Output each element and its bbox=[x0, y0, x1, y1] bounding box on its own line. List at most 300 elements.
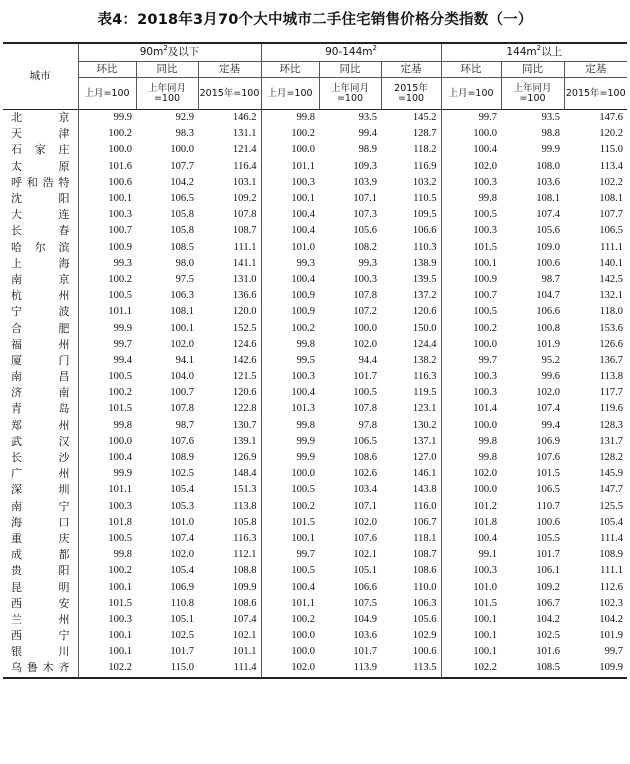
table-cell: 101.7 bbox=[536, 549, 561, 561]
table-cell: 103.4 bbox=[353, 484, 377, 496]
city-name: 石家庄 bbox=[3, 142, 78, 158]
city-name: 太原 bbox=[3, 159, 78, 175]
table-cell: 97.5 bbox=[175, 273, 194, 285]
table-cell: 101.8 bbox=[108, 516, 132, 528]
table-cell: 107.7 bbox=[170, 160, 194, 172]
table-row bbox=[3, 207, 627, 223]
table-cell: 130.7 bbox=[198, 418, 261, 434]
city-name: 乌鲁木齐 bbox=[3, 660, 78, 677]
table-cell: 102.0 bbox=[473, 160, 498, 172]
table-cell: 105.4 bbox=[170, 565, 194, 577]
city-name: 海口 bbox=[3, 515, 78, 531]
table-cell: 107.4 bbox=[536, 403, 561, 415]
base-label-prev-year: 上年同月=100 bbox=[501, 78, 564, 110]
table-cell: 100.6 bbox=[536, 516, 561, 528]
table-row bbox=[3, 547, 627, 563]
table-cell: 101.1 bbox=[108, 484, 132, 496]
table-cell: 111.4 bbox=[198, 660, 261, 677]
base-label-2015: 2015年=100 bbox=[381, 78, 441, 110]
table-row bbox=[3, 612, 627, 628]
table-cell: 147.6 bbox=[599, 112, 624, 124]
table-cell: 101.5 bbox=[108, 403, 132, 415]
table-cell: 99.9 bbox=[296, 452, 315, 464]
table-cell: 153.6 bbox=[599, 322, 624, 334]
table-cell: 103.6 bbox=[536, 176, 561, 188]
table-cell: 107.2 bbox=[353, 306, 377, 318]
table-row bbox=[3, 369, 627, 385]
table-cell: 100.7 bbox=[170, 387, 194, 399]
table-cell: 99.9 bbox=[113, 468, 132, 480]
table-row bbox=[3, 401, 627, 417]
subheader-mom: 环比 bbox=[261, 62, 319, 78]
table-cell: 100.9 bbox=[108, 241, 132, 253]
table-row bbox=[3, 450, 627, 466]
table-cell: 107.8 bbox=[353, 403, 377, 415]
table-cell: 100.4 bbox=[473, 532, 498, 544]
table-cell: 139.5 bbox=[381, 272, 441, 288]
table-row bbox=[3, 126, 627, 142]
table-cell: 105.4 bbox=[170, 484, 194, 496]
table-cell: 101.4 bbox=[473, 403, 498, 415]
table-cell: 105.3 bbox=[170, 500, 194, 512]
table-cell: 100.4 bbox=[291, 581, 315, 593]
table-cell: 104.2 bbox=[170, 176, 194, 188]
price-index-table bbox=[3, 42, 627, 679]
table-cell: 105.8 bbox=[198, 515, 261, 531]
table-cell: 120.0 bbox=[198, 304, 261, 320]
city-name: 南昌 bbox=[3, 369, 78, 385]
city-name: 上海 bbox=[3, 256, 78, 272]
table-cell: 100.9 bbox=[473, 273, 498, 285]
table-cell: 108.7 bbox=[381, 547, 441, 563]
table-cell: 127.0 bbox=[381, 450, 441, 466]
table-cell: 117.7 bbox=[599, 387, 624, 399]
table-row bbox=[3, 466, 627, 482]
table-cell: 100.3 bbox=[108, 613, 132, 625]
table-cell: 99.7 bbox=[478, 354, 498, 366]
table-cell: 99.8 bbox=[113, 419, 132, 431]
table-cell: 120.6 bbox=[381, 304, 441, 320]
table-body bbox=[3, 110, 627, 678]
column-header-city: 城市 bbox=[3, 43, 78, 110]
table-cell: 146.1 bbox=[381, 466, 441, 482]
table-row bbox=[3, 596, 627, 612]
table-row bbox=[3, 337, 627, 353]
table-cell: 100.8 bbox=[536, 322, 561, 334]
table-cell: 102.2 bbox=[441, 660, 501, 677]
table-row bbox=[3, 385, 627, 401]
table-row bbox=[3, 515, 627, 531]
city-name: 西安 bbox=[3, 596, 78, 612]
table-cell: 138.2 bbox=[381, 353, 441, 369]
table-row bbox=[3, 418, 627, 434]
base-label-prev-month: 上月=100 bbox=[441, 78, 501, 110]
table-cell: 100.2 bbox=[108, 128, 132, 140]
base-label-prev-month: 上月=100 bbox=[78, 78, 136, 110]
table-cell: 102.0 bbox=[353, 338, 377, 350]
table-cell: 107.3 bbox=[353, 209, 377, 221]
table-cell: 98.7 bbox=[175, 419, 194, 431]
subheader-yoy: 同比 bbox=[136, 62, 198, 78]
city-name: 贵阳 bbox=[3, 563, 78, 579]
table-cell: 98.3 bbox=[175, 128, 194, 140]
table-cell: 148.4 bbox=[198, 466, 261, 482]
table-cell: 108.1 bbox=[536, 193, 561, 205]
table-cell: 105.1 bbox=[353, 565, 377, 577]
table-cell: 100.0 bbox=[473, 338, 498, 350]
table-cell: 100.4 bbox=[473, 144, 498, 156]
table-row bbox=[3, 499, 627, 515]
base-label-2015: 2015年=100 bbox=[198, 78, 261, 110]
table-cell: 100.0 bbox=[473, 128, 498, 140]
table-row bbox=[3, 191, 627, 207]
table-cell: 106.3 bbox=[381, 596, 441, 612]
table-cell: 143.8 bbox=[381, 482, 441, 498]
table-cell: 100.3 bbox=[473, 371, 498, 383]
table-cell: 145.9 bbox=[599, 468, 624, 480]
group-header-above-144: $144m^2$以上 bbox=[441, 43, 627, 62]
table-cell: 110.7 bbox=[536, 500, 561, 512]
city-name: 南京 bbox=[3, 272, 78, 288]
table-cell: 101.1 bbox=[198, 644, 261, 660]
table-cell: 119.5 bbox=[381, 385, 441, 401]
group-header-below-90: $90m^2$及以下 bbox=[78, 43, 261, 62]
table-cell: 100.3 bbox=[473, 176, 498, 188]
city-name: 沈阳 bbox=[3, 191, 78, 207]
table-cell: 102.3 bbox=[599, 597, 624, 609]
table-cell: 100.1 bbox=[473, 646, 498, 658]
table-cell: 131.1 bbox=[198, 126, 261, 142]
table-cell: 150.0 bbox=[381, 320, 441, 336]
table-cell: 101.1 bbox=[291, 160, 315, 172]
table-cell: 101.7 bbox=[170, 646, 194, 658]
table-cell: 109.2 bbox=[198, 191, 261, 207]
table-cell: 100.4 bbox=[108, 452, 132, 464]
table-cell: 100.5 bbox=[291, 565, 315, 577]
table-cell: 106.3 bbox=[170, 290, 194, 302]
table-cell: 113.8 bbox=[198, 499, 261, 515]
table-cell: 99.6 bbox=[541, 371, 561, 383]
table-row bbox=[3, 579, 627, 595]
table-cell: 101.1 bbox=[291, 597, 315, 609]
table-cell: 100.3 bbox=[353, 273, 377, 285]
table-cell: 118.2 bbox=[381, 142, 441, 158]
table-row bbox=[3, 434, 627, 450]
table-cell: 105.8 bbox=[170, 209, 194, 221]
table-cell: 101.5 bbox=[108, 597, 132, 609]
table-cell: 107.8 bbox=[353, 290, 377, 302]
city-name: 济南 bbox=[3, 385, 78, 401]
table-cell: 98.0 bbox=[175, 257, 194, 269]
table-cell: 100.9 bbox=[291, 306, 315, 318]
table-cell: 107.8 bbox=[198, 207, 261, 223]
table-cell: 100.7 bbox=[473, 290, 498, 302]
city-name: 北京 bbox=[3, 110, 78, 127]
table-cell: 142.5 bbox=[599, 273, 624, 285]
table-row bbox=[3, 223, 627, 239]
table-cell: 101.9 bbox=[599, 630, 624, 642]
table-cell: 110.8 bbox=[170, 597, 194, 609]
table-cell: 106.5 bbox=[599, 225, 624, 237]
table-cell: 99.3 bbox=[358, 257, 377, 269]
subheader-yoy: 同比 bbox=[501, 62, 564, 78]
table-cell: 99.4 bbox=[358, 128, 377, 140]
table-cell: 100.1 bbox=[170, 322, 194, 334]
table-cell: 100.2 bbox=[291, 322, 315, 334]
table-cell: 100.1 bbox=[291, 193, 315, 205]
table-cell: 100.0 bbox=[473, 419, 498, 431]
table-cell: 108.6 bbox=[198, 596, 261, 612]
table-cell: 100.0 bbox=[291, 468, 315, 480]
table-cell: 111.1 bbox=[600, 241, 624, 253]
table-cell: 106.9 bbox=[536, 435, 561, 447]
table-cell: 151.3 bbox=[198, 482, 261, 498]
table-row bbox=[3, 304, 627, 320]
table-cell: 109.0 bbox=[536, 241, 561, 253]
table-cell: 99.8 bbox=[478, 452, 498, 464]
table-cell: 119.6 bbox=[599, 403, 624, 415]
table-cell: 101.6 bbox=[536, 646, 561, 658]
table-cell: 100.3 bbox=[473, 225, 498, 237]
table-cell: 102.0 bbox=[170, 549, 194, 561]
table-cell: 100.5 bbox=[108, 532, 132, 544]
table-row bbox=[3, 240, 627, 256]
table-cell: 100.1 bbox=[108, 581, 132, 593]
table-cell: 116.0 bbox=[381, 499, 441, 515]
table-cell: 104.0 bbox=[170, 371, 194, 383]
table-cell: 100.2 bbox=[291, 128, 315, 140]
table-cell: 99.8 bbox=[478, 193, 498, 205]
table-cell: 100.6 bbox=[381, 644, 441, 660]
table-cell: 125.5 bbox=[599, 500, 624, 512]
city-name: 天津 bbox=[3, 126, 78, 142]
table-cell: 109.9 bbox=[198, 579, 261, 595]
table-cell: 102.0 bbox=[536, 387, 561, 399]
table-cell: 101.0 bbox=[170, 516, 194, 528]
table-cell: 100.6 bbox=[536, 257, 561, 269]
table-row bbox=[3, 288, 627, 304]
subheader-fixed-base: 定基 bbox=[381, 62, 441, 78]
table-cell: 137.2 bbox=[381, 288, 441, 304]
table-cell: 102.1 bbox=[198, 628, 261, 644]
table-cell: 128.3 bbox=[599, 419, 624, 431]
table-cell: 102.5 bbox=[536, 630, 561, 642]
table-cell: 131.0 bbox=[198, 272, 261, 288]
table-cell: 100.3 bbox=[473, 387, 498, 399]
table-row bbox=[3, 272, 627, 288]
table-cell: 122.8 bbox=[198, 401, 261, 417]
group-header-90-144: $90-144m^2$ bbox=[261, 43, 441, 62]
city-name: 长春 bbox=[3, 223, 78, 239]
table-row bbox=[3, 353, 627, 369]
table-cell: 101.6 bbox=[108, 160, 132, 172]
table-cell: 99.8 bbox=[296, 112, 315, 124]
table-cell: 101.1 bbox=[108, 306, 132, 318]
table-row bbox=[3, 320, 627, 336]
table-cell: 100.0 bbox=[108, 435, 132, 447]
table-cell: 95.2 bbox=[541, 354, 561, 366]
table-cell: 152.5 bbox=[198, 320, 261, 336]
table-row bbox=[3, 175, 627, 191]
table-cell: 126.9 bbox=[198, 450, 261, 466]
table-cell: 100.0 bbox=[291, 630, 315, 642]
table-cell: 100.5 bbox=[108, 371, 132, 383]
table-cell: 124.4 bbox=[381, 337, 441, 353]
city-name: 成都 bbox=[3, 547, 78, 563]
table-cell: 92.9 bbox=[175, 112, 194, 124]
city-name: 长沙 bbox=[3, 450, 78, 466]
table-cell: 111.1 bbox=[198, 240, 261, 256]
table-cell: 101.0 bbox=[473, 581, 498, 593]
table-cell: 100.4 bbox=[291, 387, 315, 399]
table-cell: 98.7 bbox=[541, 273, 561, 285]
table-cell: 116.3 bbox=[198, 531, 261, 547]
table-row bbox=[3, 256, 627, 272]
table-cell: 107.8 bbox=[170, 403, 194, 415]
table-cell: 137.1 bbox=[381, 434, 441, 450]
table-cell: 99.9 bbox=[113, 322, 132, 334]
table-cell: 113.5 bbox=[381, 660, 441, 677]
table-cell: 101.2 bbox=[473, 500, 498, 512]
table-cell: 100.4 bbox=[291, 225, 315, 237]
table-cell: 112.1 bbox=[198, 547, 261, 563]
table-cell: 105.1 bbox=[170, 613, 194, 625]
city-name: 青岛 bbox=[3, 401, 78, 417]
table-cell: 106.5 bbox=[353, 435, 377, 447]
table-cell: 121.5 bbox=[198, 369, 261, 385]
city-name: 重庆 bbox=[3, 531, 78, 547]
table-cell: 105.4 bbox=[599, 516, 624, 528]
table-cell: 121.4 bbox=[198, 142, 261, 158]
table-cell: 108.9 bbox=[599, 549, 624, 561]
table-cell: 128.7 bbox=[381, 126, 441, 142]
table-cell: 99.9 bbox=[113, 112, 132, 124]
table-cell: 94.1 bbox=[175, 354, 194, 366]
city-name: 西宁 bbox=[3, 628, 78, 644]
table-cell: 111.4 bbox=[600, 532, 624, 544]
table-cell: 100.0 bbox=[473, 484, 498, 496]
city-name: 武汉 bbox=[3, 434, 78, 450]
table-cell: 103.1 bbox=[198, 175, 261, 191]
table-cell: 100.3 bbox=[291, 371, 315, 383]
table-cell: 106.5 bbox=[170, 193, 194, 205]
table-cell: 100.3 bbox=[108, 500, 132, 512]
table-cell: 100.3 bbox=[473, 565, 498, 577]
table-cell: 100.2 bbox=[108, 273, 132, 285]
table-cell: 102.9 bbox=[381, 628, 441, 644]
table-cell: 131.7 bbox=[599, 435, 624, 447]
table-cell: 112.6 bbox=[599, 581, 624, 593]
table-cell: 108.5 bbox=[501, 660, 564, 677]
table-cell: 100.5 bbox=[473, 209, 498, 221]
table-cell: 103.9 bbox=[353, 176, 377, 188]
table-cell: 145.2 bbox=[381, 110, 441, 127]
table-cell: 107.4 bbox=[170, 532, 194, 544]
table-cell: 103.6 bbox=[353, 630, 377, 642]
table-cell: 101.5 bbox=[473, 597, 498, 609]
table-cell: 118.1 bbox=[381, 531, 441, 547]
table-cell: 120.2 bbox=[599, 128, 624, 140]
table-cell: 106.5 bbox=[536, 484, 561, 496]
table-cell: 110.5 bbox=[381, 191, 441, 207]
table-header bbox=[3, 43, 627, 110]
table-cell: 110.3 bbox=[381, 240, 441, 256]
table-cell: 104.2 bbox=[599, 613, 624, 625]
city-name: 哈尔滨 bbox=[3, 240, 78, 256]
subheader-fixed-base: 定基 bbox=[198, 62, 261, 78]
table-cell: 115.0 bbox=[599, 144, 624, 156]
table-cell: 109.9 bbox=[564, 660, 627, 677]
city-name: 广州 bbox=[3, 466, 78, 482]
table-cell: 99.8 bbox=[113, 549, 132, 561]
table-cell: 99.7 bbox=[604, 646, 624, 658]
table-cell: 113.8 bbox=[599, 371, 624, 383]
table-cell: 107.7 bbox=[599, 209, 624, 221]
table-cell: 104.7 bbox=[536, 290, 561, 302]
table-cell: 100.0 bbox=[291, 646, 315, 658]
table-cell: 102.2 bbox=[78, 660, 136, 677]
table-cell: 98.8 bbox=[541, 128, 561, 140]
city-name: 昆明 bbox=[3, 579, 78, 595]
table-cell: 101.0 bbox=[291, 241, 315, 253]
table-cell: 100.2 bbox=[108, 565, 132, 577]
table-cell: 100.1 bbox=[473, 613, 498, 625]
table-cell: 140.1 bbox=[599, 257, 624, 269]
table-cell: 98.9 bbox=[358, 144, 377, 156]
table-cell: 108.5 bbox=[170, 241, 194, 253]
city-name: 合肥 bbox=[3, 320, 78, 336]
table-row bbox=[3, 142, 627, 158]
table-cell: 103.2 bbox=[381, 175, 441, 191]
table-cell: 139.1 bbox=[198, 434, 261, 450]
table-cell: 107.4 bbox=[198, 612, 261, 628]
city-name: 兰州 bbox=[3, 612, 78, 628]
table-cell: 102.0 bbox=[170, 338, 194, 350]
table-cell: 100.4 bbox=[291, 273, 315, 285]
table-cell: 100.5 bbox=[291, 484, 315, 496]
table-cell: 107.6 bbox=[170, 435, 194, 447]
table-cell: 100.2 bbox=[473, 322, 498, 334]
table-cell: 102.6 bbox=[353, 468, 377, 480]
table-cell: 101.5 bbox=[291, 516, 315, 528]
table-cell: 108.9 bbox=[170, 452, 194, 464]
table-cell: 100.1 bbox=[473, 257, 498, 269]
city-name: 南宁 bbox=[3, 499, 78, 515]
table-cell: 100.1 bbox=[108, 646, 132, 658]
table-cell: 99.5 bbox=[296, 354, 315, 366]
table-cell: 102.0 bbox=[473, 468, 498, 480]
table-cell: 100.7 bbox=[108, 225, 132, 237]
base-label-prev-year: 上年同月=100 bbox=[136, 78, 198, 110]
city-name: 杭州 bbox=[3, 288, 78, 304]
table-cell: 107.6 bbox=[536, 452, 561, 464]
subheader-mom: 环比 bbox=[78, 62, 136, 78]
table-cell: 108.2 bbox=[353, 241, 377, 253]
table-cell: 99.4 bbox=[113, 354, 132, 366]
table-cell: 101.7 bbox=[353, 646, 377, 658]
table-cell: 100.2 bbox=[291, 500, 315, 512]
table-cell: 108.6 bbox=[381, 563, 441, 579]
table-cell: 124.6 bbox=[198, 337, 261, 353]
table-cell: 113.4 bbox=[599, 160, 624, 172]
table-cell: 100.1 bbox=[108, 193, 132, 205]
table-cell: 99.9 bbox=[541, 144, 561, 156]
table-row bbox=[3, 110, 627, 127]
table-row bbox=[3, 563, 627, 579]
table-cell: 108.8 bbox=[198, 563, 261, 579]
table-cell: 101.3 bbox=[291, 403, 315, 415]
table-cell: 109.5 bbox=[381, 207, 441, 223]
